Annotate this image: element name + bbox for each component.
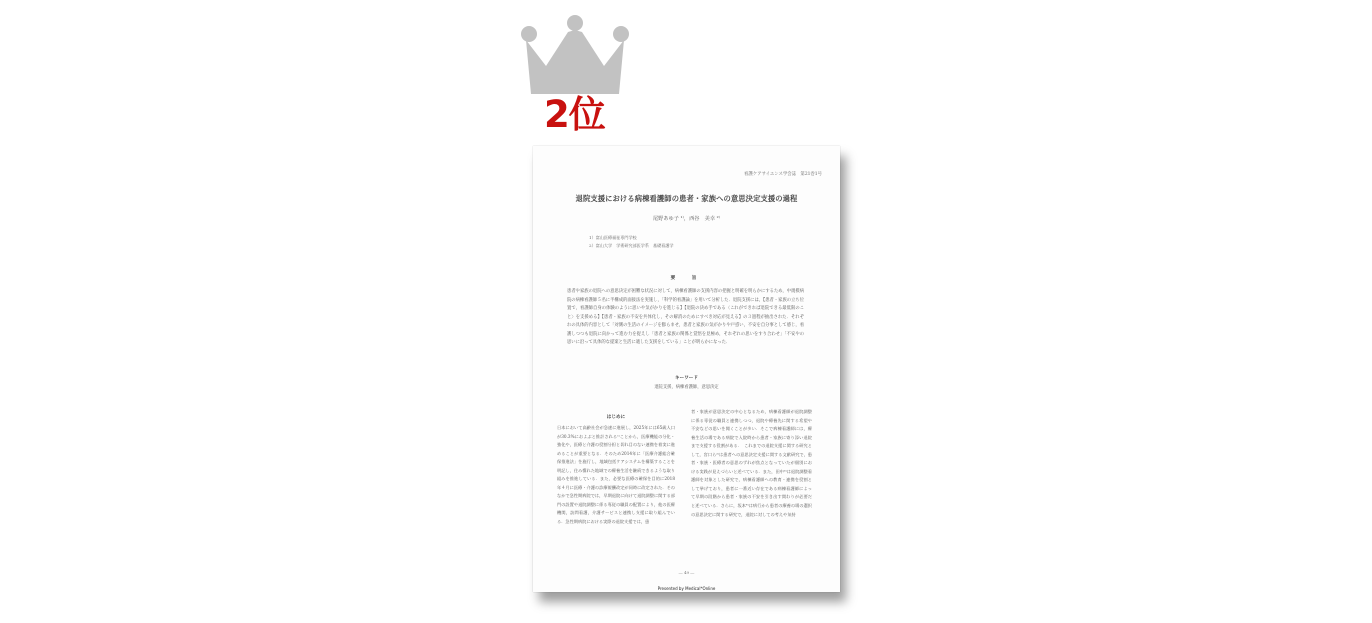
paper-title: 退院支援における病棟看護師の患者・家族への意思決定支援の過程: [575, 194, 798, 203]
intro-heading: はじめに: [606, 415, 626, 420]
presented-by: Presented by Medical*Online: [657, 586, 716, 591]
intro-left-column: 日本において高齢社会が急速に進展し，2025年には65歳人口が30.3%におよぶと推計される¹⁾ことから，医療機能の分化・強化や，医療と介護の役割分担と切れ目のない連携を着実に進めることが重要となる．そのため2014年に「医療介護総合確保推進法」を施行し，地域包括ケアシステムを構築することを明記し，住み慣れた地域での療養生活を継続できるような取り組みを推進している．また，必要な医療の確保を目的に2018年４月に医療・介護の診療報酬改定が同時に改定された．そのなかで急性期病院では，早期退院に向けて退院調整に関する部門の設置や退院調整に係る専従の職員の配置により，他の医療機関，訪問看護，介護サービスと連携し支援に取り組んでいる．急性期病院における実際の退院支援では，患: [557, 425, 675, 525]
journal-header: 看護ケアサイエンス学会誌 第21巻1号: [743, 172, 822, 177]
keyword-heading: キーワード: [675, 376, 698, 381]
intro-right-column: 者・家族が意思決定の中心となるため，病棟看護師が退院調整に係る専従の職員と連携しつつ，退院や療養先に関する希望や不安などの思いを聞くことが多い．そこで病棟看護師には，療養生活の場である病院で入院時から患者・家族に寄り添い退院まで支援する役割がある． これまでの退院支援に関する研究として，宮口ら²⁾は患者への意思決定支援に関する文献研究で，患者・家族・医療者の意思のずれが焦点となっていたが個別における実践が見えづらいと述べている．また，田中³⁾は退院調整看護師を対象とした研究で，病棟看護師への教育・連携を役割として挙げており，患者に一番近い存在である病棟看護師によって早期の段階から患者・家族の不安を引き出す関わりが必要だと述べている．さらに，坂本⁴⁾は病行から患者の療養の場の選択の意思決定に関する研究で，退院に対しての考えや気持: [691, 409, 812, 517]
affiliation-2: 2）富山大学 学術研究部医学系 基礎看護学: [589, 243, 674, 248]
abstract-text: 患者や家族の退院への意思決定が困難な状況に対して，病棟看護師の支援内容の把握と明確を明らかにするため，中規模病院の病棟看護師５名に半構成的面接法を実施し，「科学的看護論」を用いて分析した．退院支援には，【患者・家族の立ち位置で，看護師自身の体験のように思いや気がかりを進じる】【退院の決め手である〈これができれば退院できる最低限のこと〉を支援める】【患者・家族の不安を共体化し，その解消のためにすべき対応が見える】の３過程が抽出された．それぞれの具体的内容として「対側の生活のイメージを膨らませ，患者と家族の気がかりや戸惑い，不安を自分事として感じ，看護しつつも退院に向かって進む力を捉えし「患者と家族の関係と覚悟を見極め，それぞれの思いをすり合わせ」「不安やの思いに沿って具体的な提案と生活に適した支援をしている」ことが明らかになった．: [567, 289, 804, 346]
page-number: ― 49 ―: [678, 570, 695, 575]
crown-icon: [516, 14, 634, 96]
keywords: 退院支援，病棟看護師，意思決定: [654, 385, 719, 390]
paper-thumbnail[interactable]: [533, 146, 840, 592]
rank-label: 2位: [544, 93, 605, 136]
abstract-heading: 要 旨: [670, 276, 703, 281]
affiliation-1: 1）富山医療福祉専門学校: [589, 235, 637, 240]
paper-authors: 尾野あゆ子 ¹⁾，西谷 美幸 ²⁾: [652, 216, 721, 222]
affiliations: [589, 234, 673, 250]
